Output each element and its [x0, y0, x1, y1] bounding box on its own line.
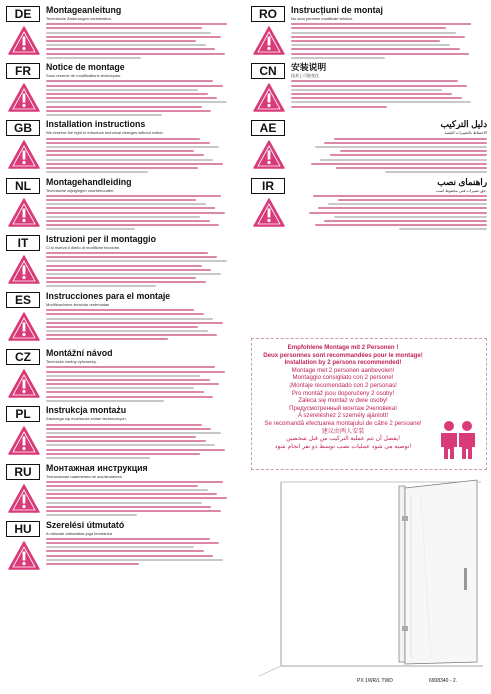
section-title: Montagehandleiding	[46, 176, 132, 187]
section-content	[46, 62, 243, 116]
fine-print-line	[46, 391, 204, 393]
notice-line: Montage met 2 personen aanbevolen!	[291, 366, 395, 374]
section-body-text	[46, 80, 243, 116]
language-section-cz	[6, 347, 243, 404]
fine-print-line	[46, 146, 219, 148]
fine-print-line	[46, 555, 213, 557]
warning-triangle-icon	[253, 83, 285, 113]
fine-print-line	[46, 154, 204, 156]
fine-print-line	[46, 383, 219, 385]
fine-print-line	[46, 481, 223, 483]
fine-print-line	[324, 142, 487, 144]
warning-triangle-icon	[8, 369, 40, 399]
language-section-de	[6, 4, 243, 61]
fine-print-line	[46, 538, 210, 540]
fine-print-line	[46, 23, 227, 25]
section-title: Montážní návod	[46, 348, 113, 359]
section-subtitle: Technische Änderungen vorbehalten.	[46, 16, 113, 21]
fine-print-line	[46, 400, 164, 402]
warning-triangle-icon	[8, 484, 40, 514]
fine-print-line	[46, 322, 223, 324]
fine-print-line	[46, 150, 194, 152]
fine-print-line	[328, 203, 487, 205]
fine-print-line	[46, 493, 217, 495]
section-body-text	[46, 481, 243, 517]
fine-print-line	[291, 93, 452, 95]
fine-print-line	[46, 457, 150, 459]
fine-print-line	[291, 85, 467, 87]
fine-print-line	[46, 424, 202, 426]
section-subtitle: We reserve the right to introduce technical changes without notice.	[46, 130, 164, 136]
fine-print-line	[46, 485, 198, 487]
fine-print-line	[46, 203, 206, 205]
notice-line: Deux personnes sont recommandées pour le montage!	[263, 351, 423, 359]
fine-print-line	[46, 167, 198, 169]
section-content	[46, 234, 243, 288]
section-content	[46, 405, 243, 459]
fine-print-line	[46, 449, 225, 451]
fine-print-line	[399, 228, 487, 230]
two-persons-icon	[436, 417, 480, 461]
section-subtitle: الاحتفاظ بالتغييرات التقنية	[444, 130, 487, 136]
two-person-notice-box	[251, 338, 487, 470]
fine-print-line	[46, 256, 217, 258]
fine-print-line	[46, 110, 211, 112]
fine-print-line	[46, 453, 200, 455]
section-subtitle: Technické změny vyhrazeny.	[46, 359, 97, 365]
fine-print-line	[46, 396, 213, 398]
fine-print-line	[46, 502, 202, 504]
fine-print-line	[46, 195, 221, 197]
section-subtitle: Технические изменения не исключаются	[46, 473, 122, 479]
fine-print-line	[46, 44, 206, 46]
fine-print-line	[46, 207, 215, 209]
fine-print-line	[46, 106, 202, 108]
right-language-column	[251, 4, 487, 233]
section-body-text	[46, 424, 243, 460]
fine-print-line	[46, 57, 141, 59]
language-section-ru	[6, 462, 243, 519]
fine-print-line	[46, 542, 219, 544]
section-subtitle: Zastrzega się możliwość zmian technicznych.	[46, 416, 127, 422]
warning-triangle-icon	[8, 426, 40, 456]
language-code: CZ	[6, 349, 40, 365]
fine-print-line	[309, 212, 487, 214]
language-code: DE	[6, 6, 40, 22]
warning-triangle-icon	[8, 83, 40, 113]
language-code: HU	[6, 521, 40, 537]
fine-print-line	[324, 220, 487, 222]
fine-print-line	[291, 53, 469, 55]
warning-triangle-icon	[253, 198, 285, 228]
section-title: Instrukcja montażu	[46, 405, 127, 416]
shower-door-illustration	[251, 476, 487, 688]
fine-print-line	[46, 27, 202, 29]
language-section-pl	[6, 404, 243, 461]
fine-print-line	[46, 510, 221, 512]
fine-print-line	[291, 40, 440, 42]
warning-triangle-icon	[253, 140, 285, 170]
language-code: PL	[6, 406, 40, 422]
fine-print-line	[291, 23, 471, 25]
language-section-es	[6, 290, 243, 347]
fine-print-line	[46, 32, 211, 34]
fine-print-line	[46, 436, 196, 438]
language-section-fr	[6, 61, 243, 118]
fine-print-line	[46, 375, 200, 377]
fine-print-line	[46, 260, 227, 262]
fine-print-line	[46, 563, 139, 565]
fine-print-line	[46, 159, 213, 161]
section-subtitle: Technische wijzigingen voorbehouden.	[46, 187, 115, 193]
fine-print-line	[291, 101, 471, 103]
warning-triangle-icon	[253, 26, 285, 56]
fine-print-line	[291, 36, 465, 38]
language-code: NL	[6, 178, 40, 194]
fine-print-line	[46, 40, 196, 42]
notice-line: Installation by 2 persons recommended!	[284, 359, 402, 367]
fine-print-line	[46, 216, 200, 218]
fine-print-line	[291, 97, 462, 99]
warning-triangle-icon	[8, 312, 40, 342]
fine-print-line	[334, 138, 487, 140]
fine-print-line	[46, 387, 194, 389]
fine-print-line	[46, 330, 208, 332]
fine-print-line	[46, 371, 225, 373]
section-title: Instrucciones para el montaje	[46, 290, 171, 301]
fine-print-line	[46, 269, 211, 271]
fine-print-line	[46, 277, 196, 279]
section-content	[291, 177, 487, 231]
fine-print-line	[46, 114, 162, 116]
left-language-column	[6, 4, 243, 576]
document-number: 6908340 - 2.	[429, 678, 458, 684]
language-section-ir	[251, 176, 487, 233]
two-person-notice-text	[258, 344, 428, 450]
fine-print-line	[46, 506, 211, 508]
fine-print-line	[46, 550, 204, 552]
section-title: راهنمای نصب	[437, 176, 487, 187]
section-body-text	[291, 23, 487, 59]
fine-print-line	[46, 80, 213, 82]
fine-print-line	[291, 57, 385, 59]
warning-triangle-icon	[8, 255, 40, 285]
section-content	[46, 348, 243, 402]
section-title: Istruzioni per il montaggio	[46, 233, 156, 244]
product-code: PX 1WR/L TWD	[357, 678, 393, 684]
notice-line: Se recomandă efectuarea montajului de către 2 persoane!	[264, 419, 422, 427]
fine-print-line	[46, 440, 206, 442]
section-title: دليل التركيب	[440, 119, 487, 130]
fine-print-line	[46, 559, 223, 561]
fine-print-line	[46, 313, 204, 315]
section-content	[46, 5, 243, 59]
section-subtitle: Ci si riserva il diritto di modifiche tecniche.	[46, 244, 121, 250]
section-title: 安装说明	[291, 62, 327, 73]
fine-print-line	[46, 326, 198, 328]
fine-print-line	[338, 199, 487, 201]
language-section-gb	[6, 118, 243, 175]
fine-print-line	[46, 285, 156, 287]
fine-print-line	[336, 167, 487, 169]
fine-print-line	[291, 32, 456, 34]
fine-print-line	[46, 546, 194, 548]
fine-print-line	[291, 48, 460, 50]
section-title: Montageanleitung	[46, 5, 122, 15]
fine-print-line	[46, 228, 135, 230]
shower-door-drawing	[251, 476, 487, 688]
fine-print-line	[46, 163, 223, 165]
fine-print-line	[46, 101, 227, 103]
fine-print-line	[318, 207, 487, 209]
fine-print-line	[315, 146, 487, 148]
fine-print-line	[291, 44, 450, 46]
fine-print-line	[330, 154, 487, 156]
notice-line: Pro montáž jsou doporučeny 2 osoby!	[291, 389, 395, 397]
section-body-text	[46, 252, 243, 288]
fine-print-line	[46, 36, 221, 38]
notice-line: ¡Montaje recomendado con 2 personas!	[289, 381, 397, 389]
section-content	[46, 177, 243, 231]
fine-print-line	[315, 224, 487, 226]
section-body-text	[291, 138, 487, 174]
warning-triangle-icon	[8, 26, 40, 56]
section-content	[46, 520, 243, 565]
fine-print-line	[46, 281, 206, 283]
language-code: GB	[6, 120, 40, 136]
fine-print-line	[291, 80, 458, 82]
notice-line: توصیه می شود عملیات نصب توسط دو نفر انجام شود!	[274, 442, 412, 450]
section-title: Notice de montage	[46, 62, 125, 73]
warning-triangle-icon	[8, 140, 40, 170]
section-content	[46, 291, 243, 341]
section-title: Installation instructions	[46, 119, 146, 130]
notice-line: Montaggio consigliato con 2 persone!	[292, 374, 394, 382]
section-body-text	[46, 366, 243, 402]
section-content	[291, 5, 487, 59]
fine-print-line	[46, 514, 137, 516]
language-code: RO	[251, 6, 285, 22]
section-content	[46, 119, 243, 173]
fine-print-line	[46, 309, 194, 311]
fine-print-line	[334, 216, 487, 218]
section-title: Монтажная инструкция	[46, 462, 148, 473]
fine-print-line	[46, 265, 202, 267]
fine-print-line	[46, 252, 208, 254]
language-code: AE	[251, 120, 285, 136]
fine-print-line	[46, 199, 196, 201]
fine-print-line	[291, 27, 446, 29]
section-content	[291, 119, 487, 173]
warning-triangle-icon	[8, 198, 40, 228]
language-section-nl	[6, 176, 243, 233]
section-body-text	[291, 80, 487, 107]
language-code: CN	[251, 63, 285, 79]
fine-print-line	[46, 432, 221, 434]
fine-print-line	[340, 150, 487, 152]
fine-print-line	[46, 366, 215, 368]
fine-print-line	[46, 48, 215, 50]
notice-line: Предусмотренный монтаж 2человека!	[289, 404, 397, 412]
section-title: Instrucțiuni de montaj	[291, 5, 383, 15]
language-code: IR	[251, 178, 285, 194]
section-subtitle: Sous réserve de modifications techniques.	[46, 73, 122, 79]
section-body-text	[291, 195, 487, 231]
section-subtitle: A műszaki változtatás joga fenntartva	[46, 530, 113, 536]
fine-print-line	[46, 220, 210, 222]
section-subtitle: Nu sunt permise modificări tehnice.	[291, 16, 354, 21]
language-code: RU	[6, 464, 40, 480]
section-subtitle: Modificaciones técnicas reservadas	[46, 301, 110, 307]
language-section-it	[6, 233, 243, 290]
section-content	[291, 62, 487, 107]
fine-print-line	[46, 224, 219, 226]
notice-line: A szereléshez 2 személy ajánlott!	[297, 412, 389, 420]
language-section-hu	[6, 519, 243, 576]
notice-line: Empfohlene Montage mit 2 Personen !	[287, 344, 399, 351]
fine-print-line	[320, 159, 487, 161]
language-section-ae	[251, 118, 487, 175]
fine-print-line	[385, 171, 487, 173]
section-body-text	[46, 195, 243, 231]
fine-print-line	[46, 444, 215, 446]
notice-line: Zaleca się montaż w dwie osoby!	[298, 397, 388, 405]
fine-print-line	[46, 428, 211, 430]
fine-print-line	[46, 497, 227, 499]
fine-print-line	[46, 97, 217, 99]
language-code: IT	[6, 235, 40, 251]
notice-line: 建议由两人安装	[321, 427, 365, 435]
fine-print-line	[46, 334, 217, 336]
fine-print-line	[313, 195, 487, 197]
section-content	[46, 463, 243, 517]
fine-print-line	[311, 163, 487, 165]
fine-print-line	[46, 171, 148, 173]
section-subtitle: 技术上可能变化	[291, 73, 319, 79]
fine-print-line	[46, 89, 198, 91]
fine-print-line	[46, 273, 221, 275]
fine-print-line	[291, 106, 387, 108]
section-title: Szerelési útmutató	[46, 519, 125, 530]
fine-print-line	[46, 318, 213, 320]
language-code: FR	[6, 63, 40, 79]
fine-print-line	[46, 489, 208, 491]
fine-print-line	[46, 212, 225, 214]
fine-print-line	[46, 379, 210, 381]
fine-print-line	[46, 53, 225, 55]
language-code: ES	[6, 292, 40, 308]
language-section-ro	[251, 4, 487, 61]
fine-print-line	[46, 85, 223, 87]
section-body-text	[46, 309, 243, 340]
section-body-text	[46, 538, 243, 565]
fine-print-line	[46, 93, 208, 95]
language-section-cn	[251, 61, 487, 118]
section-subtitle: حق تغییرات فنی محفوظ است.	[435, 187, 487, 193]
notice-line: يفضل أن تتم عملية التركيب من قبل شخصين!	[286, 435, 400, 443]
fine-print-line	[291, 89, 442, 91]
section-body-text	[46, 23, 243, 59]
section-body-text	[46, 138, 243, 174]
fine-print-line	[46, 338, 168, 340]
warning-triangle-icon	[8, 541, 40, 571]
fine-print-line	[46, 138, 200, 140]
fine-print-line	[46, 142, 210, 144]
